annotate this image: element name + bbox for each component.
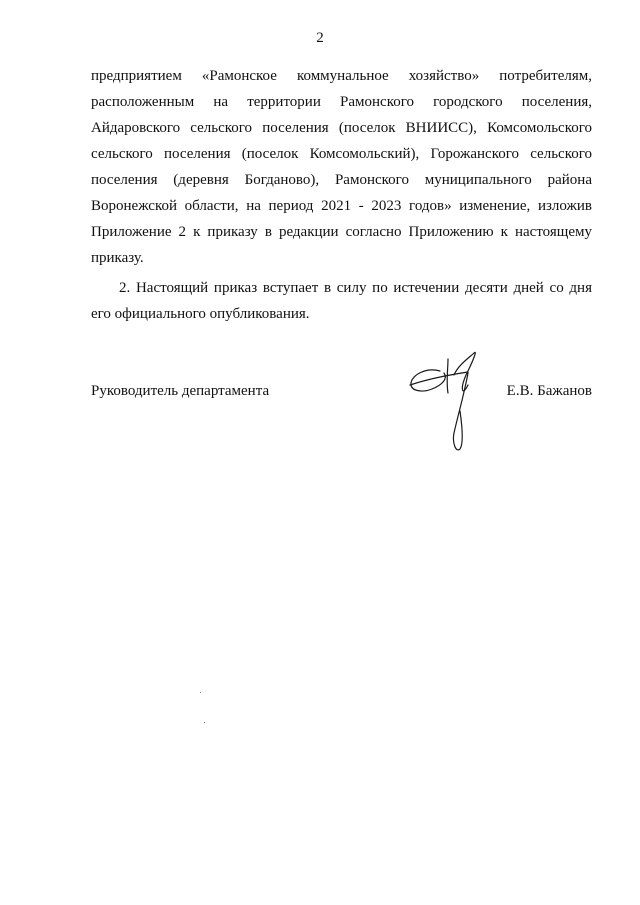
handwritten-signature bbox=[408, 345, 498, 457]
paragraph-2 bbox=[91, 275, 592, 327]
text-line: его официального опубликования. bbox=[91, 306, 310, 322]
document-body bbox=[91, 63, 592, 327]
text-line: приказу. bbox=[91, 250, 144, 266]
signatory-name: Е.В. Бажанов bbox=[506, 383, 592, 399]
text-line: 2. Настоящий приказ вступает в силу по истечении десяти дней со дня bbox=[119, 280, 592, 296]
page-number: 2 bbox=[316, 30, 324, 46]
paragraph-1 bbox=[91, 63, 592, 271]
scan-speck bbox=[200, 692, 201, 693]
text-line: Воронежской области, на период 2021 - 2023 годов» изменение, изложив bbox=[91, 198, 592, 214]
text-line: Приложение 2 к приказу в редакции согласно Приложению к настоящему bbox=[91, 224, 592, 240]
scan-speck bbox=[204, 722, 205, 723]
text-line: предприятием «Рамонское коммунальное хозяйство» потребителям, bbox=[91, 68, 592, 84]
text-line: Айдаровского сельского поселения (поселок ВНИИСС), Комсомольского bbox=[91, 120, 592, 136]
signatory-title: Руководитель департамента bbox=[91, 383, 270, 399]
text-line: поселения (деревня Богданово), Рамонского муниципального района bbox=[91, 172, 592, 188]
text-line: расположенным на территории Рамонского городского поселения, bbox=[91, 94, 592, 110]
text-line: сельского поселения (поселок Комсомольский), Горожанского сельского bbox=[91, 146, 592, 162]
